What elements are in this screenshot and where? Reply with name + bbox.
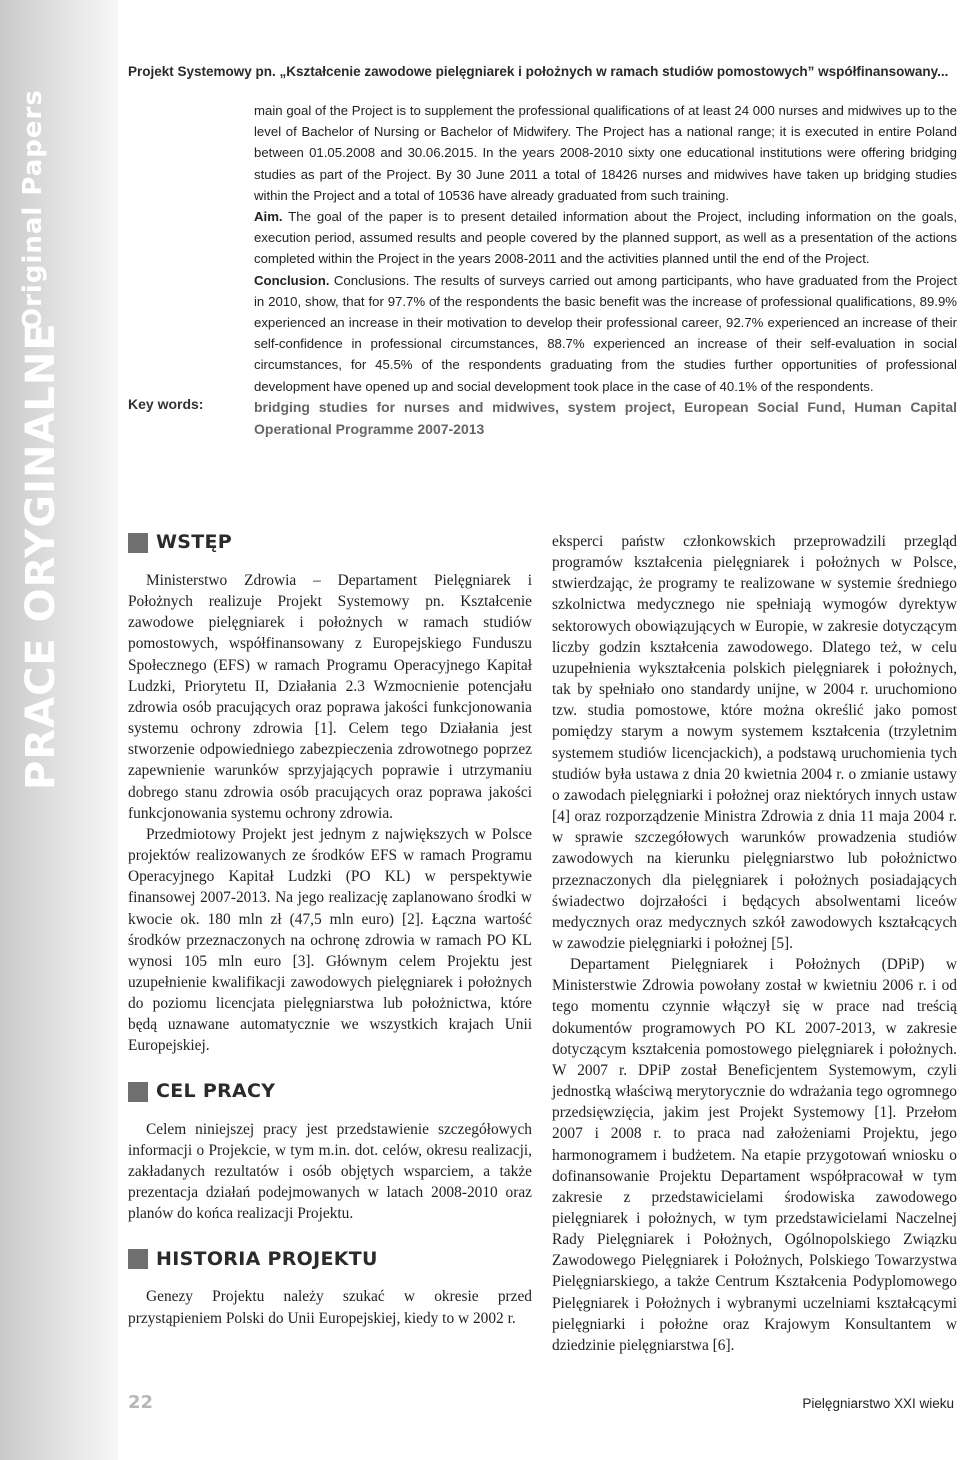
abstract xyxy=(254,100,957,397)
section-heading-wstep xyxy=(128,528,532,558)
abstract-aim xyxy=(254,206,957,270)
heading-text: WSTĘP xyxy=(156,531,233,554)
wstep-paragraph-2: Przedmiotowy Projekt jest jednym z największych w Polsce projektów realizowanych ze środków EFS w ramach Programu Operacyjnego Kapitał Ludzki (PO KL) w perspektywie finansowej 2007-2013. Na jego realizację zaplanowano środki w kwocie ok. 180 mln zł (47,5 mln euro) [2]. Łączna wartość środków przeznaczonych na ochronę zdrowia w ramach PO KL wynosi 105 mln euro [3]. Głównym celem Projektu jest uzupełnienie kwalifikacji zawodowych pielęgniarek i położnych do poziomu licencjata pielęgniarstwa lub położnictwa, które będą uznawane automatycznie we wszystkich krajach Unii Europejskiej. xyxy=(128,825,532,1055)
right-paragraph-2: Departament Pielęgniarek i Położnych (DPiP) w Ministerstwie Zdrowia powołany został w kwietniu 2006 r. i od tego momentu czynnie włączył się w prace nad treścią dokumentów programowych PO KL 2007-2013, w zakresie dotyczącym kształcenia pomostowego pielęgniarek i położnych. W 2007 r. DPiP został Beneficjentem Systemowym, czyli jednostką właściwą merytorycznie do wdrażania tego ogromnego przedsięwzięcia, jakim jest Projekt Systemowy [1]. Przełom 2007 i 2008 r. to praca nad założeniami Projektu, jego harmonogramem i budżetem. Na etapie przygotowań wniosku o dofinansowanie Projektu Departament współpracował w tym zakresie z przedstawicielami środowiska zawodowego pielęgniarek i położnych, w tym przedstawicielami Naczelnej Rady Pielęgniarek i Położnych, Ogólnopolskiego Związku Zawodowego Pielęgniarek i Położnych, Polskiego Towarzystwa Pielęgniarskiego, a także Centrum Kształcenia Podyplomowego Pielęgniarek i Położnych i wybranymi uczelniami kształcącymi pielęgniarki i położne oraz Krajowym Konsultantem w dziedzinie pielęgniarstwa [6]. xyxy=(552,956,957,1354)
right-column xyxy=(552,531,957,1356)
heading-square-marker xyxy=(128,1082,148,1102)
abstract-intro: main goal of the Project is to supplement the professional qualifications of at least 24 000 nurses and midwives up to the level of Bachelor of Nursing or Bachelor of Midwifery. The Project has a national range; it is executed in entire Poland between 01.05.2008 and 30.06.2015. In the years 2008-2010 sixty one educational institutions were offering bridging studies as part of the Project. By 30 June 2011 a total of 18426 nurses and midwives have taken up bridging studies within the Project and a total of 10536 have already graduated from such training. xyxy=(254,103,957,203)
abstract-aim-text: The goal of the paper is to present detailed information about the Project, including information on the goals, execution period, assumed results and people covered by the planned support, as well as a presentation of the actions completed within the Project in the years 2008-2011 and the activities planned until the end of the Project. xyxy=(254,209,957,267)
left-column xyxy=(128,528,532,1329)
journal-name: Pielęgniarstwo XXI wieku xyxy=(802,1396,954,1411)
abstract-aim-label: Aim. xyxy=(254,209,283,225)
running-head: Projekt Systemowy pn. „Kształcenie zawodowe pielęgniarek i położnych w ramach studiów pomostowych” współfinansowany... xyxy=(128,64,948,79)
wstep-paragraph-1: Ministerstwo Zdrowia – Departament Pielęgniarek i Położnych realizuje Projekt Systemowy pn. Kształcenie zawodowe pielęgniarek i położnych w ramach studiów pomostowych, współfinansowany z Europejskiego Funduszu Społecznego (EFS) w ramach Programu Operacyjnego Kapitał Ludzki, Priorytetu II, Działania 2.3 Wzmocnienie potencjału zdrowia osób pracujących oraz poprawa jakości funkcjonowania systemu ochrony zdrowia [1]. Celem tego Działania jest stworzenie odpowiedniego zabezpieczenia zdrowotnego poprzez zapewnienie warunków sprzyjających poprawie i utrzymaniu dobrego stanu zdrowia osób pracujących oraz poprawa jakości funkcjonowania systemu ochrony zdrowia. xyxy=(128,572,532,822)
heading-square-marker xyxy=(128,533,148,553)
keywords-text: bridging studies for nurses and midwives, system project, European Social Fund, Human Capital Operational Programme 2007-2013 xyxy=(254,399,957,437)
sidebar-band xyxy=(0,0,118,1460)
heading-text: HISTORIA PROJEKTU xyxy=(156,1247,378,1270)
section-heading-historia xyxy=(128,1244,532,1274)
cel-paragraph-1: Celem niniejszej pracy jest przedstawienie szczegółowych informacji o Projekcie, w tym m.in. dot. celów, okresu realizacji, zakładanych rezultatów i osób objętych wsparciem, a także prezentacja działań podejmowanych w latach 2008-2010 oraz planów do końca realizacji Projektu. xyxy=(128,1120,532,1223)
sidebar-label-original-papers: Original Papers xyxy=(18,89,48,330)
abstract-conclusion-text: Conclusions. The results of surveys carried out among participants, who have graduated from the Project in 2010, show, that for 97.7% of the respondents the basic benefit was the increase of professional qualifications, 89.9% experienced an increase in their motivation to develop their professional career, 92.7% experienced an increase of their self-confidence in professional circumstances, 88.7% experienced an increase of their self-evaluation in social circumstances, for 45.5% of the respondents graduating from the studies further opportunities of professional development have opened up and social development took place in the case of 40.1% of the respondents. xyxy=(254,272,957,394)
historia-paragraph-1: Genezy Projektu należy szukać w okresie przed przystąpieniem Polski do Unii Europejskiej, kiedy to w 2002 r. xyxy=(128,1288,532,1327)
heading-square-marker xyxy=(128,1249,148,1269)
heading-text: CEL PRACY xyxy=(156,1080,276,1103)
keywords-label: Key words: xyxy=(128,396,204,412)
page-number: 22 xyxy=(128,1392,154,1413)
abstract-conclusion xyxy=(254,270,957,397)
sidebar-label-prace-oryginalne: PRACE ORYGINALNE xyxy=(18,322,64,790)
right-paragraph-1: eksperci państw członkowskich przeprowadzili przegląd programów kształcenia pielęgniarek i położnych w Polsce, stwierdzając, że programy te realizowane w systemie średniego szkolnictwa medycznego nie spełniają wymogów dyrektyw sektorowych obowiązujących w Europie, w zakresie dotyczącym liczby godzin kształcenia zawodowego. Dlatego też, w celu uzupełnienia wykształcenia polskich pielęgniarek i położnych, tak by spełniało ono standardy unijne, w 2004 r. uruchomiono tzw. studia pomostowe, które można określić jako pomost pomiędzy starym a nowym systemem kształcenia (trzyletnim systemem studiów licencjackich), a podstawą uruchomienia tych studiów była ustawa z dnia 20 kwietnia 2004 r. o zmianie ustawy o zawodach pielęgniarki i położnej oraz niektórych innych ustaw [4] oraz rozporządzenie Ministra Zdrowia z dnia 11 maja 2004 r. w sprawie szczegółowych warunków prowadzenia studiów zawodowych na kierunku pielęgniarstwo lub położnictwo przeznaczonych dla pielęgniarek i położnych posiadających świadectwo dojrzałości i będących absolwentami liceów medycznych oraz medycznych szkół zawodowych kształcących w zawodzie pielęgniarki i położnej [5]. xyxy=(552,533,957,952)
abstract-conclusion-label: Conclusion. xyxy=(254,272,330,288)
section-heading-cel-pracy xyxy=(128,1077,532,1107)
